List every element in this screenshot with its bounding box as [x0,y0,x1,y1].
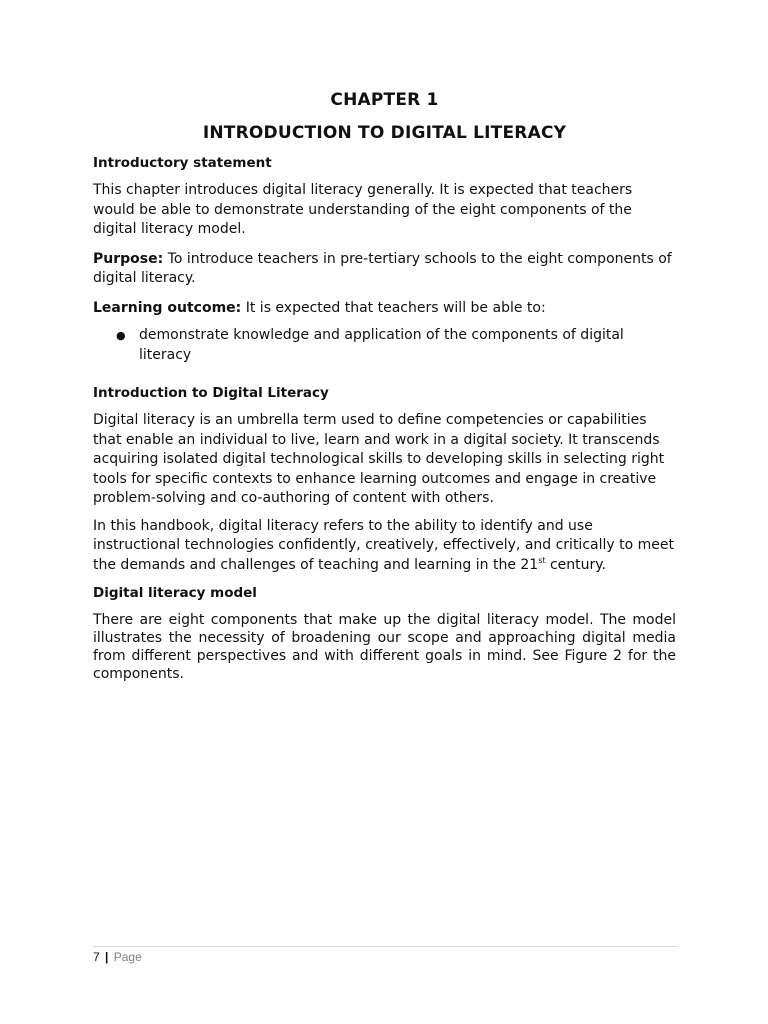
intro-paragraph: This chapter introduces digital literacy generally. It is expected that teachers would be able to demonstrate understanding of the eight components of the digital literacy model. [93,182,633,237]
section1-paragraph-2-text: In this handbook, digital literacy refers to the ability to identify and use instructional technologies confidently, creatively, effectively, and critically to meet the demands and challenges of teaching and learning in the 21 [93,517,674,573]
section2-paragraph-1: There are eight components that make up the digital literacy model. The model illustrates the necessity of broadening our scope and approaching digital media from different perspectives and with different goals in mind. See Figure 2 for the components. [93,612,676,682]
page-footer [93,946,678,964]
footer-separator: | [105,950,109,964]
chapter-title: INTRODUCTION TO DIGITAL LITERACY [202,123,567,143]
purpose-paragraph [93,250,676,289]
page-content [93,88,676,683]
purpose-label: Purpose: [93,250,164,267]
bullet-icon: ● [116,329,126,342]
section1-paragraph-2-end: century. [545,556,607,573]
section1-paragraph-2 [93,517,676,576]
outcome-list [93,326,676,365]
list-item-text: demonstrate knowledge and application of the components of digital literacy [139,327,624,363]
ordinal-suffix: st [538,555,546,565]
section-heading-introduction: Introduction to Digital Literacy [93,385,329,401]
page-label: Page [113,950,142,964]
outcome-paragraph [93,299,676,319]
outcome-text: It is expected that teachers will be able to: [241,299,546,316]
outcome-label: Learning outcome: [93,299,242,316]
intro-heading: Introductory statement [93,155,272,171]
page-number: 7 [93,950,100,964]
section1-paragraph-1: Digital literacy is an umbrella term used to define competencies or capabilities that enable an individual to live, learn and work in a digital society. It transcends acquiring isolated digital technological skills to developing skills in selecting right tools for specific contexts to enhance learning outcomes and engage in creative problem-solving and co-authoring of content with others. [93,412,665,506]
purpose-text: To introduce teachers in pre-tertiary schools to the eight components of digital literacy. [93,250,672,286]
chapter-heading: CHAPTER 1 [330,90,439,110]
list-item [116,326,676,365]
section-heading-model: Digital literacy model [93,585,257,601]
